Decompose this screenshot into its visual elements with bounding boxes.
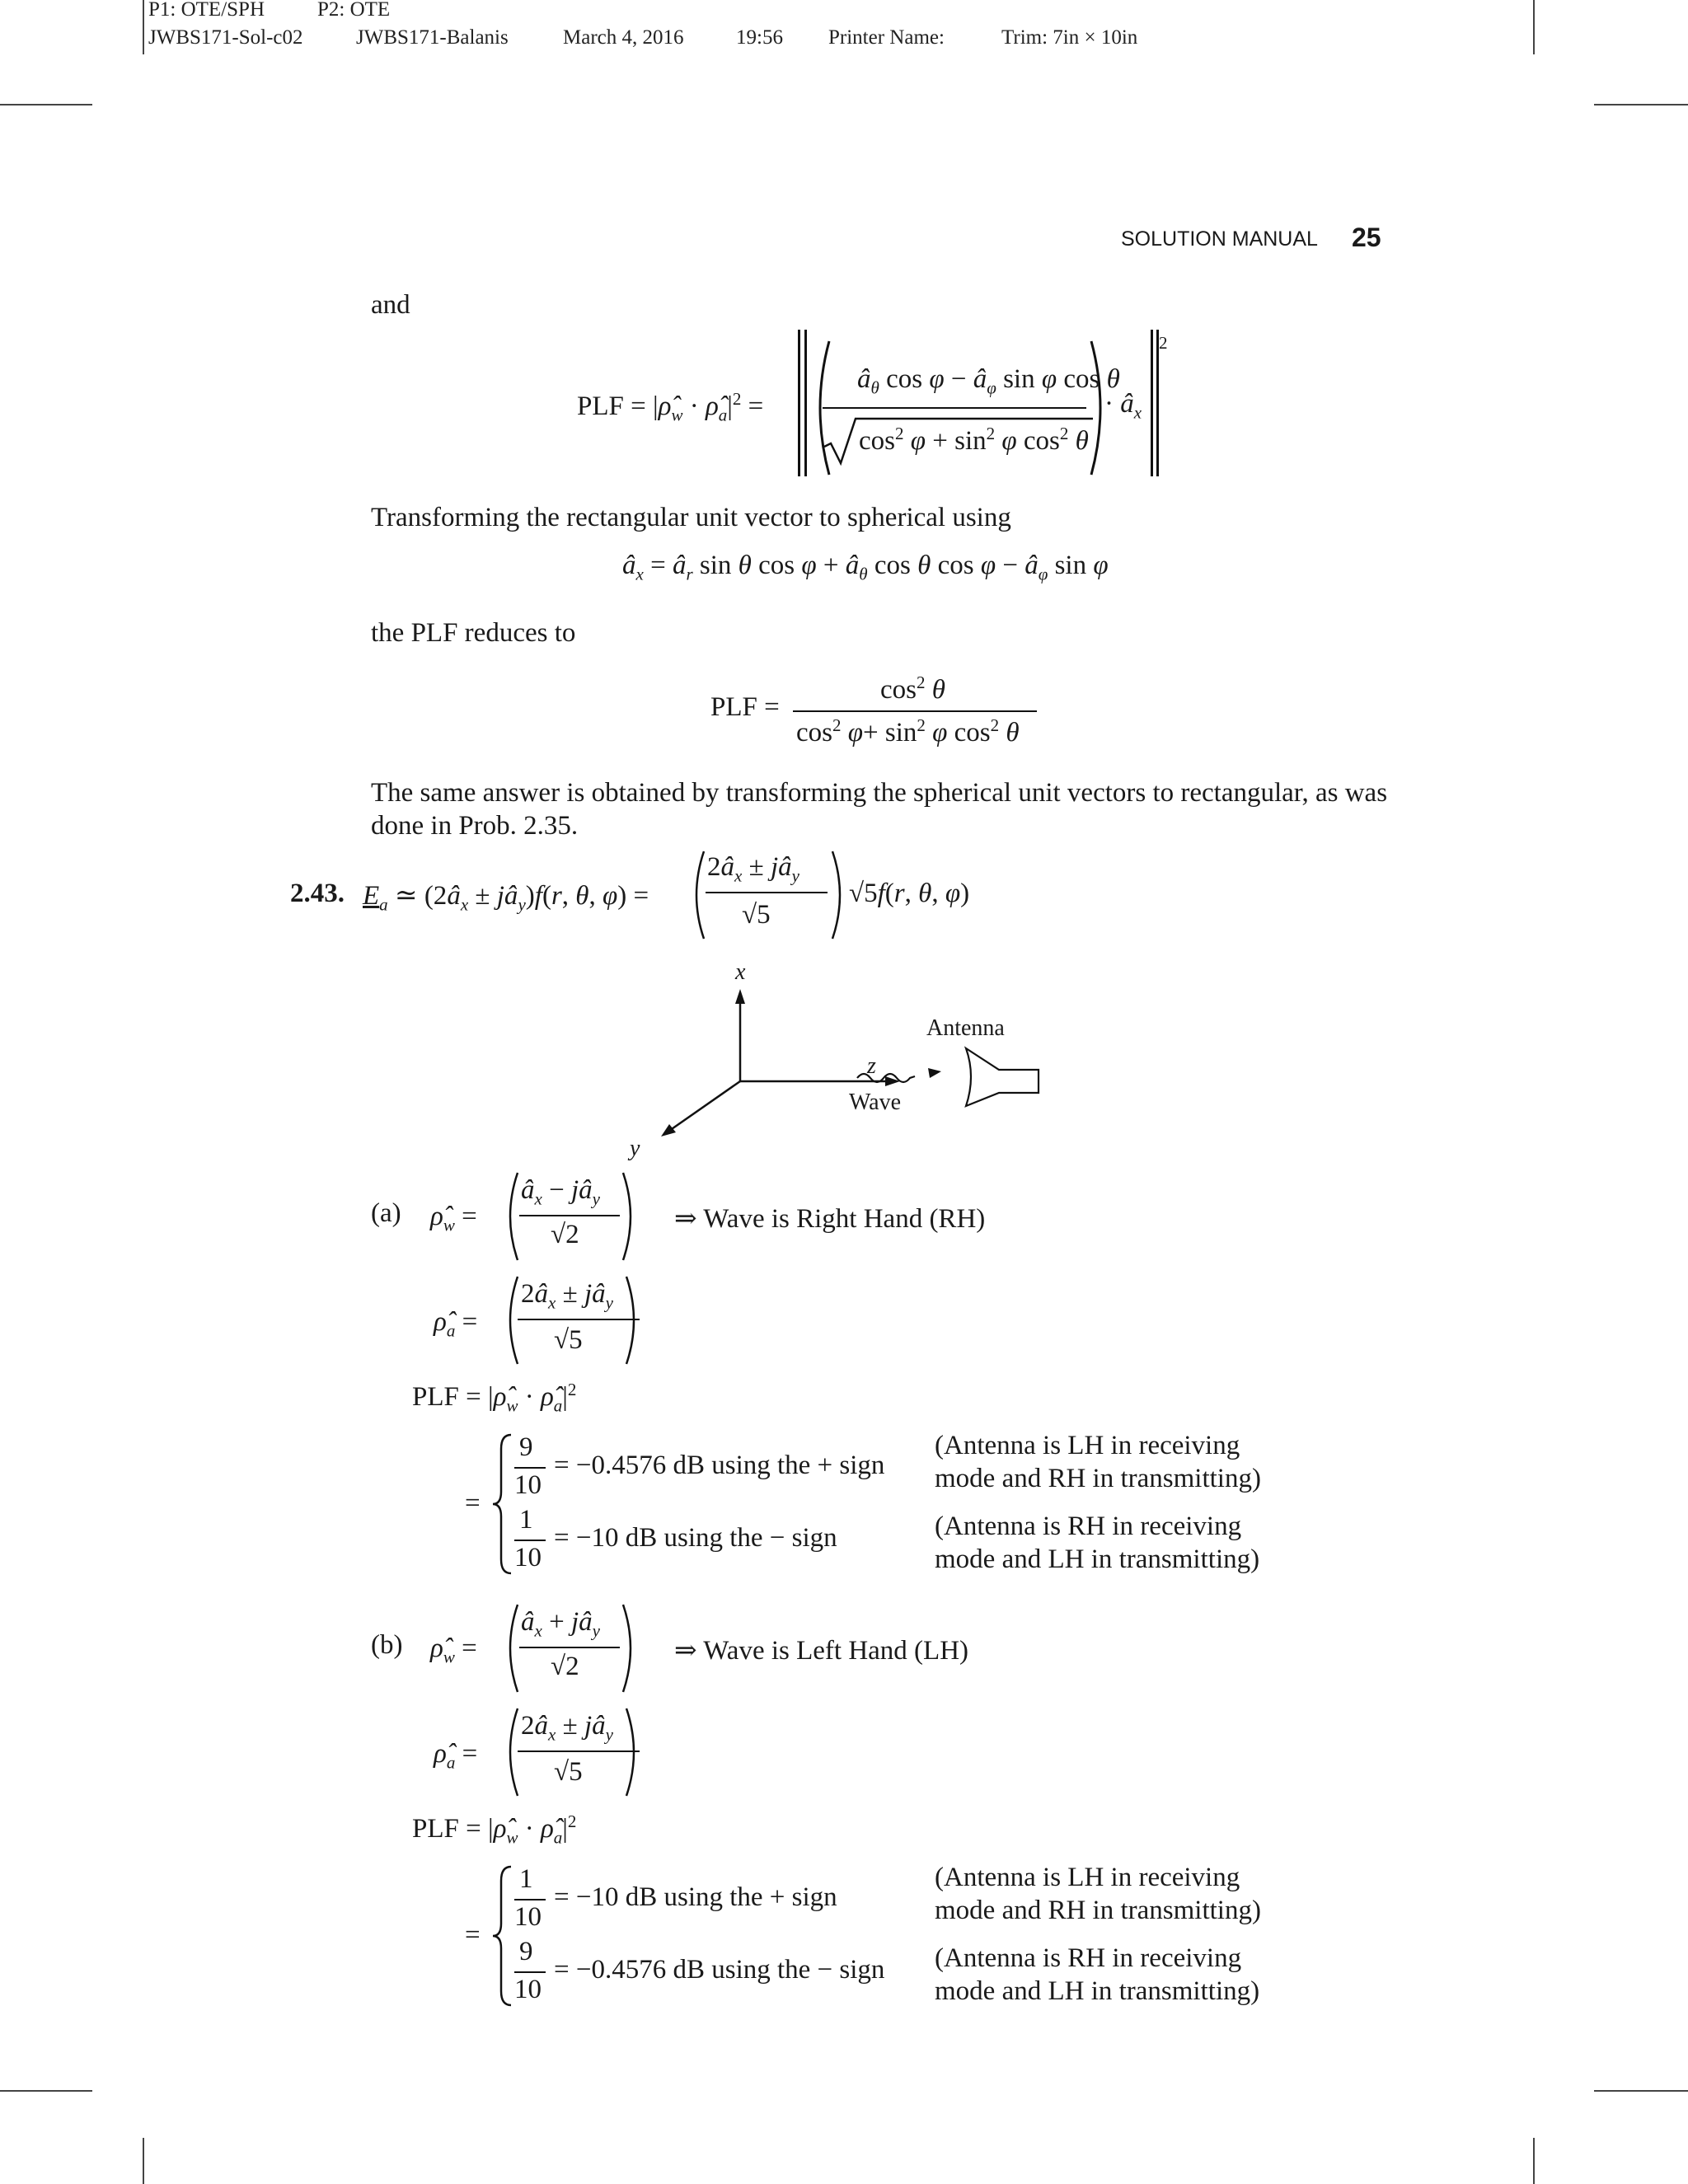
plf-eq1-lhs: PLF = $|\rhô_w$ · $\rhô_a|^2$ = bbox=[577, 389, 764, 425]
part-a-note1-line1: (Antenna is LH in receiving bbox=[935, 1431, 1240, 1460]
part-b-case1-den: 10 bbox=[514, 1902, 542, 1932]
plf-eq1-denominator: $\cos^2 \varphi + \sin^2 \varphi$ $\cos^2 \theta$ bbox=[859, 424, 1089, 456]
header-time: 19:56 bbox=[736, 26, 783, 49]
wave-label: Wave bbox=[849, 1090, 902, 1115]
abs-bar-right bbox=[1151, 330, 1153, 476]
paren-left bbox=[501, 1602, 521, 1694]
part-b-rho-w-den: √2 bbox=[551, 1652, 579, 1681]
part-b-rho-a-den: √5 bbox=[554, 1757, 583, 1787]
part-b-rho-w-lhs: $\rhô_w$ = bbox=[430, 1633, 477, 1667]
header-p2: P2: OTE bbox=[317, 0, 391, 21]
part-a-note1-line2: mode and RH in transmitting) bbox=[935, 1464, 1261, 1493]
fraction-bar bbox=[706, 892, 828, 893]
paren-right bbox=[829, 849, 849, 941]
paren-right bbox=[620, 1170, 640, 1263]
part-b-case2-num: 9 bbox=[519, 1937, 533, 1966]
horn-antenna bbox=[966, 1048, 1039, 1106]
axis-label-z: z bbox=[867, 1053, 876, 1079]
text-same-answer-1: The same answer is obtained by transforming the spherical unit vectors to rectangular, as was bbox=[371, 778, 1388, 808]
abs-bar-left bbox=[804, 330, 807, 476]
part-b-case1-text: = −10 dB using the + sign bbox=[554, 1882, 837, 1912]
part-b-rho-a-num: $2â_x$ ± $jâ_y$ bbox=[521, 1711, 613, 1745]
part-b-case1-num: 1 bbox=[519, 1864, 533, 1894]
part-b-rho-a-lhs: $\rhô_a$ = bbox=[434, 1739, 478, 1773]
fraction-bar bbox=[519, 1647, 620, 1648]
paren-right bbox=[623, 1274, 643, 1366]
part-b-wave-result: ⇒ Wave is Left Hand (LH) bbox=[674, 1636, 969, 1666]
crop-mark bbox=[143, 2138, 144, 2184]
eq-ax-transform: $â_x$ = $â_r$ sin θ $\cos \varphi + â_\theta$ cos θ $\cos \varphi - â_\varphi$ sin φ bbox=[622, 551, 1109, 584]
fraction-bar bbox=[514, 1899, 546, 1900]
fraction-bar bbox=[518, 1750, 640, 1752]
problem-number: 2.43. bbox=[290, 879, 345, 908]
part-b-note1-line2: mode and RH in transmitting) bbox=[935, 1896, 1261, 1925]
part-a-wave-result: ⇒ Wave is Right Hand (RH) bbox=[674, 1204, 986, 1234]
part-a-rho-w-den: √2 bbox=[551, 1220, 579, 1249]
part-a-label: (a) bbox=[371, 1198, 401, 1228]
fraction-bar bbox=[514, 1971, 546, 1973]
eq-ea: $E_a$ ≃ ($2â_x$ ± $jâ_y)f(r$, θ, φ) = bbox=[363, 881, 649, 915]
part-a-case2-num: 1 bbox=[519, 1505, 533, 1535]
axes-figure bbox=[626, 956, 1055, 1170]
part-a-rho-w-num: $â_x$ − $jâ_y$ bbox=[521, 1175, 600, 1209]
exponent-2: 2 bbox=[1159, 333, 1168, 353]
part-b-note1-line1: (Antenna is LH in receiving bbox=[935, 1863, 1240, 1892]
part-b-note2-line2: mode and LH in transmitting) bbox=[935, 1976, 1260, 2006]
text-reduces: the PLF reduces to bbox=[371, 618, 576, 648]
part-b-label: (b) bbox=[371, 1630, 403, 1660]
fraction-bar bbox=[518, 1319, 640, 1320]
brace bbox=[491, 1864, 516, 2008]
header-file: JWBS171-Sol-c02 bbox=[148, 26, 303, 49]
paren-left bbox=[687, 849, 707, 941]
crop-mark bbox=[0, 104, 92, 105]
axis-label-y: y bbox=[630, 1136, 640, 1161]
plf-eq1-ax: · $â_x$ bbox=[1104, 389, 1142, 423]
crop-mark bbox=[143, 0, 144, 54]
eq-ea-numerator: $2â_x$ ± $jâ_y$ bbox=[707, 852, 799, 886]
brace bbox=[491, 1432, 516, 1576]
paren-right bbox=[620, 1602, 640, 1694]
part-b-equals: = bbox=[465, 1920, 481, 1950]
header-printer: Printer Name: bbox=[828, 26, 945, 49]
crop-mark bbox=[1594, 104, 1688, 105]
text-transforming: Transforming the rectangular unit vector to spherical using bbox=[371, 503, 1011, 532]
part-a-case2-den: 10 bbox=[514, 1543, 542, 1572]
y-axis bbox=[661, 1081, 740, 1137]
part-a-rho-a-num: $2â_x$ ± $jâ_y$ bbox=[521, 1279, 613, 1313]
header-p1: P1: OTE/SPH bbox=[148, 0, 265, 21]
paren-right bbox=[623, 1706, 643, 1798]
plf-eq1-numerator: $â_\theta$ $\cos \varphi - â_\varphi$ sin φ cos θ bbox=[857, 364, 1120, 398]
part-a-equals: = bbox=[465, 1488, 481, 1518]
eq-ea-rhs: √5f(r, θ, φ) bbox=[849, 879, 970, 908]
x-axis bbox=[735, 989, 745, 1081]
part-a-case1-num: 9 bbox=[519, 1432, 533, 1462]
part-b-note2-line1: (Antenna is RH in receiving bbox=[935, 1943, 1242, 1973]
part-a-note2-line2: mode and LH in transmitting) bbox=[935, 1544, 1260, 1574]
header-trim: Trim: 7in × 10in bbox=[1001, 26, 1138, 49]
part-a-note2-line1: (Antenna is RH in receiving bbox=[935, 1511, 1242, 1541]
plf-eq2-denominator: $\cos^2 \varphi+ \sin^2 \varphi$ $\cos^2 \theta$ bbox=[796, 715, 1020, 748]
running-head-title: SOLUTION MANUAL bbox=[1121, 227, 1318, 251]
fraction-bar bbox=[514, 1467, 546, 1469]
abs-bar-left bbox=[798, 330, 800, 476]
part-b-case2-text: = −0.4576 dB using the − sign bbox=[554, 1955, 885, 1985]
crop-mark bbox=[1594, 2090, 1688, 2092]
part-a-rho-a-den: √5 bbox=[554, 1325, 583, 1355]
part-a-rho-a-lhs: $\rhô_a$ = bbox=[434, 1307, 478, 1341]
header-book: JWBS171-Balanis bbox=[356, 26, 509, 49]
eq-ea-denominator: √5 bbox=[742, 900, 771, 930]
fraction-bar bbox=[519, 1215, 620, 1216]
plf-eq2-numerator: $\cos^2 \theta$ bbox=[880, 673, 945, 705]
part-a-plf: PLF = $|\rhô_w$ · $\rhô_a|^2$ bbox=[412, 1380, 577, 1416]
fraction-bar bbox=[823, 407, 1086, 409]
part-b-rho-w-num: $â_x$ + $jâ_y$ bbox=[521, 1607, 600, 1641]
part-a-case2-text: = −10 dB using the − sign bbox=[554, 1523, 837, 1553]
page-number: 25 bbox=[1352, 223, 1381, 252]
paren-left bbox=[501, 1706, 521, 1798]
crop-mark bbox=[1533, 2138, 1535, 2184]
crop-mark bbox=[0, 2090, 92, 2092]
plf-eq2-label: PLF = bbox=[710, 692, 780, 722]
paren-left bbox=[501, 1170, 521, 1263]
part-b-plf: PLF = $|\rhô_w$ · $\rhô_a|^2$ bbox=[412, 1811, 577, 1848]
fraction-bar bbox=[793, 710, 1037, 712]
paren-left bbox=[501, 1274, 521, 1366]
part-a-rho-w-lhs: $\rhô_w$ = bbox=[430, 1202, 477, 1235]
part-a-case1-den: 10 bbox=[514, 1470, 542, 1500]
header-date: March 4, 2016 bbox=[563, 26, 684, 49]
axis-label-x: x bbox=[735, 959, 746, 985]
part-b-case2-den: 10 bbox=[514, 1975, 542, 2004]
text-and: and bbox=[371, 290, 410, 320]
part-a-case1-text: = −0.4576 dB using the + sign bbox=[554, 1451, 885, 1480]
crop-mark bbox=[1533, 0, 1535, 54]
text-same-answer-2: done in Prob. 2.35. bbox=[371, 811, 579, 841]
antenna-label: Antenna bbox=[926, 1015, 1005, 1041]
fraction-bar bbox=[514, 1540, 546, 1541]
